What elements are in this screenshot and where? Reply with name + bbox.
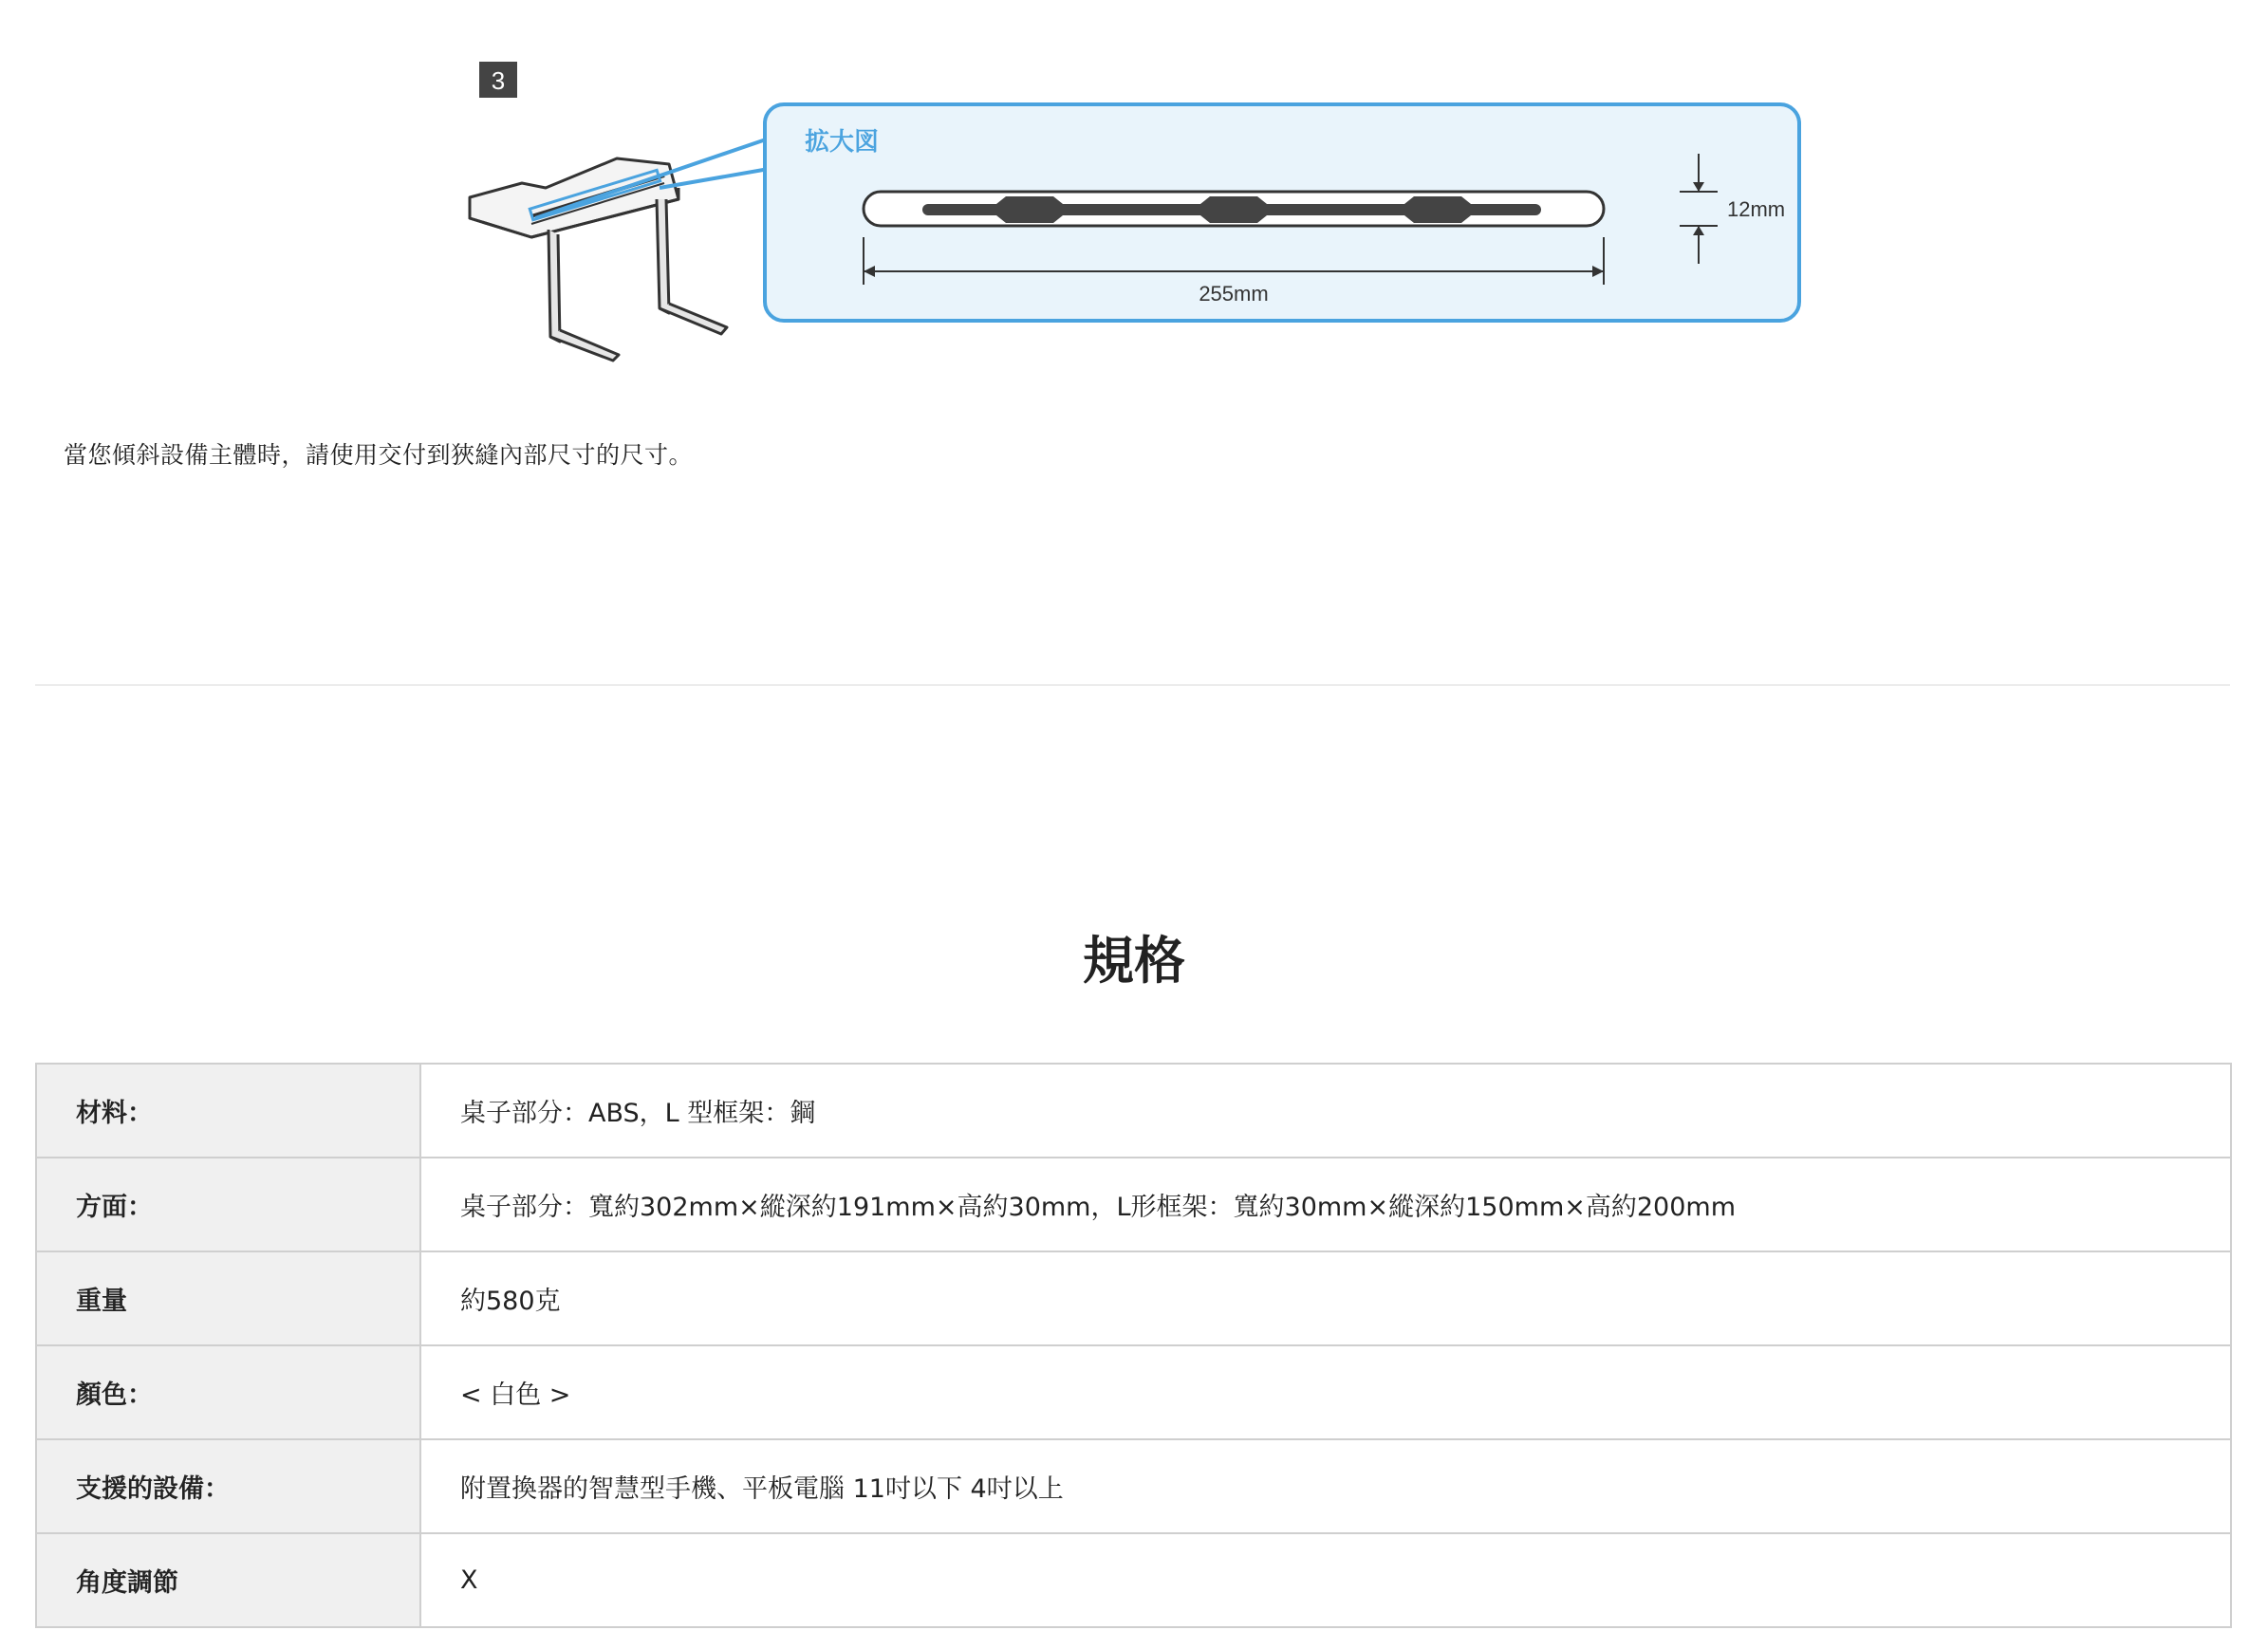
spec-label-color: 顏色： xyxy=(36,1345,420,1439)
slot-dimension-figure xyxy=(446,57,1813,380)
spec-value-angle-adjustment: X xyxy=(420,1533,2231,1627)
spec-label-weight: 重量 xyxy=(36,1251,420,1345)
spec-title: 規格 xyxy=(1083,931,1185,991)
section-divider xyxy=(35,684,2230,686)
spec-label-supported-devices: 支援的設備： xyxy=(36,1439,420,1533)
table-row xyxy=(36,1533,2231,1627)
spec-value-color: < 白色 > xyxy=(420,1345,2231,1439)
spec-value-supported-devices: 附置換器的智慧型手機、平板電腦 11吋以下 4吋以上 xyxy=(420,1439,2231,1533)
spec-value-material: 桌子部分：ABS，L 型框架：鋼 xyxy=(420,1064,2231,1158)
width-dimension-label: 255mm xyxy=(1199,282,1269,306)
height-dimension-label: 12mm xyxy=(1727,197,1786,221)
step-badge xyxy=(479,62,517,98)
step-number: 3 xyxy=(491,66,506,95)
stand-illustration xyxy=(446,57,1813,380)
spec-label-angle-adjustment: 角度調節 xyxy=(36,1533,420,1627)
table-row xyxy=(36,1439,2231,1533)
spec-value-dimensions: 桌子部分：寬約302mm×縱深約191mm×高約30mm，L形框架：寬約30mm×縱深約150mm×高約200mm xyxy=(420,1158,2231,1251)
spec-value-weight: 約580克 xyxy=(420,1251,2231,1345)
table-row xyxy=(36,1064,2231,1158)
figure-caption: 當您傾斜設備主體時，請使用交付到狹縫內部尺寸的尺寸。 xyxy=(64,441,694,469)
spec-table xyxy=(35,1063,2232,1628)
table-row xyxy=(36,1251,2231,1345)
table-row xyxy=(36,1345,2231,1439)
table-row xyxy=(36,1158,2231,1251)
zoom-panel xyxy=(765,104,1799,321)
spec-label-material: 材料： xyxy=(36,1064,420,1158)
zoom-label: 拡大図 xyxy=(805,128,880,157)
spec-label-dimensions: 方面： xyxy=(36,1158,420,1251)
